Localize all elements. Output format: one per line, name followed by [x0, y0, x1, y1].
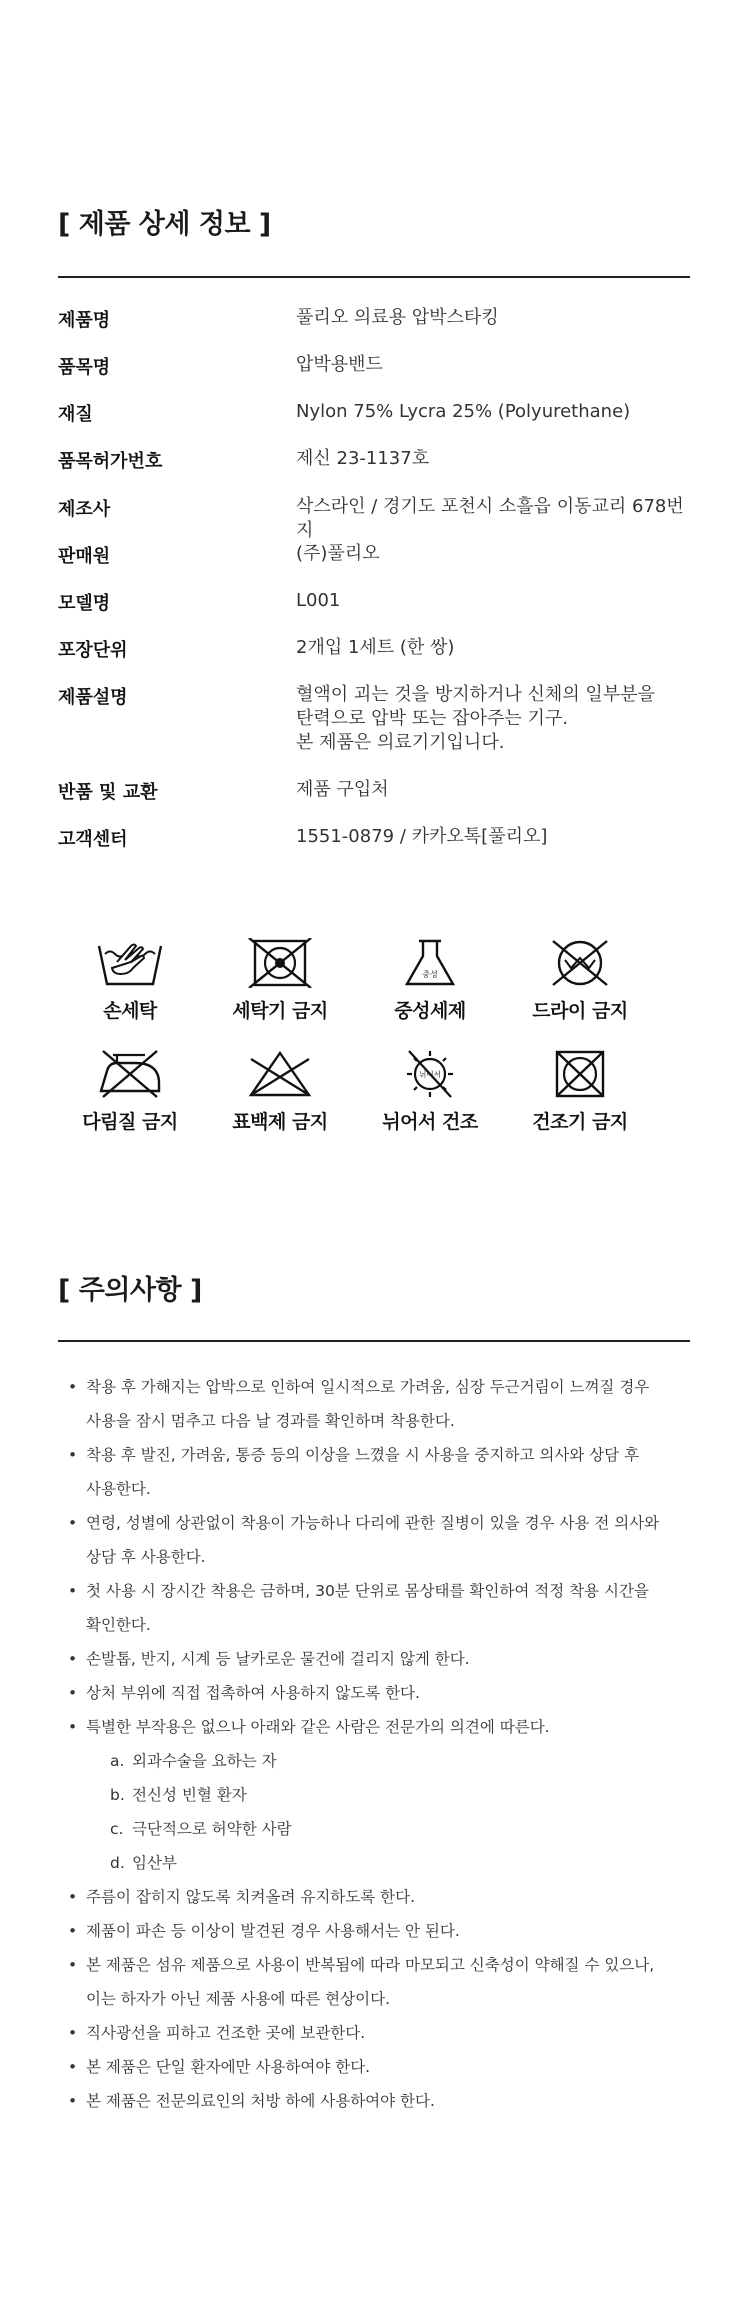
- care-item: [205, 1049, 355, 1134]
- caution-item: [66, 2050, 676, 2084]
- spec-value: [296, 683, 655, 755]
- caution-item: [66, 1370, 676, 1438]
- care-label-no-machine-wash: 세탁기 금지: [232, 1000, 328, 1022]
- lay-flat-dry-icon-text: 뉘어서: [419, 1070, 441, 1079]
- care-item: [355, 1049, 505, 1134]
- caution-line: • 본 제품은 전문의료인의 처방 하에 사용하여야 한다.: [86, 2092, 435, 2110]
- caution-item: [66, 1914, 676, 1948]
- details-divider: [58, 276, 690, 278]
- caution-subitem-marker: b.: [110, 1786, 125, 1804]
- spec-key: 품목허가번호: [58, 451, 163, 472]
- spec-key: 반품 및 교환: [58, 782, 158, 803]
- spec-value: L001: [296, 590, 341, 611]
- spec-value: 압박용밴드: [296, 354, 383, 375]
- caution-line: • 연령, 성별에 상관없이 착용이 가능하나 다리에 관한 질병이 있을 경우 사용 전 의사와: [86, 1514, 660, 1532]
- caution-line: • 본 제품은 섬유 제품으로 사용이 반복됨에 따라 마모되고 신축성이 약해질 수 있으나,: [86, 1956, 655, 1974]
- spec-key: 품목명: [58, 357, 111, 378]
- caution-subitem-text: 전신성 빈혈 환자: [132, 1786, 247, 1804]
- care-label-no-dry-clean: 드라이 금지: [532, 1000, 628, 1022]
- neutral-detergent-icon: [395, 938, 465, 988]
- caution-subitem-text: 극단적으로 허약한 사람: [132, 1820, 292, 1838]
- caution-line: • 착용 후 발진, 가려움, 통증 등의 이상을 느꼈을 시 사용을 중지하고 의사와 상담 후: [86, 1446, 640, 1464]
- caution-subitem-marker: d.: [110, 1854, 125, 1872]
- neutral-detergent-icon-text: 중성: [422, 970, 438, 979]
- care-label-lay-flat-dry: 뉘어서 건조: [382, 1111, 478, 1133]
- caution-line: 사용한다.: [86, 1480, 151, 1498]
- hand-wash-icon: [95, 938, 165, 988]
- spec-value-line: 혈액이 괴는 것을 방지하거나 신체의 일부분을: [296, 684, 655, 705]
- spec-value: 제신 23-1137호: [296, 448, 430, 469]
- caution-item: [66, 2016, 676, 2050]
- care-label-hand-wash: 손세탁: [103, 1000, 157, 1022]
- caution-item: [66, 1948, 676, 2016]
- care-label-neutral-detergent: 중성세제: [394, 1000, 466, 1022]
- caution-line: • 본 제품은 단일 환자에만 사용하여야 한다.: [86, 2058, 371, 2076]
- spec-value: 제품 구입처: [296, 779, 389, 800]
- caution-item: [66, 2084, 676, 2118]
- caution-line: • 특별한 부작용은 없으나 아래와 같은 사람은 전문가의 의견에 따른다.: [86, 1718, 550, 1736]
- caution-item: [66, 1676, 676, 1710]
- care-label-no-bleach: 표백제 금지: [232, 1111, 328, 1133]
- spec-value-line: 본 제품은 의료기기입니다.: [296, 732, 505, 753]
- spec-value: 풀리오 의료용 압박스타킹: [296, 307, 499, 328]
- caution-item: [66, 1574, 676, 1642]
- caution-subitem-text: 외과수술을 요하는 자: [132, 1752, 277, 1770]
- care-label-no-tumble-dry: 건조기 금지: [532, 1111, 628, 1133]
- spec-key: 제품설명: [58, 687, 128, 708]
- no-iron-icon: [95, 1049, 165, 1099]
- no-dry-clean-icon: [545, 938, 615, 988]
- spec-value: Nylon 75% Lycra 25% (Polyurethane): [296, 401, 631, 422]
- spec-key: 모델명: [58, 593, 111, 614]
- caution-subitem: [66, 1812, 676, 1846]
- caution-line: • 제품이 파손 등 이상이 발견된 경우 사용해서는 안 된다.: [86, 1922, 460, 1940]
- spec-key: 판매원: [58, 546, 111, 567]
- spec-value: (주)풀리오: [296, 543, 380, 564]
- caution-subitem: [66, 1778, 676, 1812]
- spec-key: 재질: [58, 404, 93, 425]
- caution-line: 이는 하자가 아닌 제품 사용에 따른 현상이다.: [86, 1990, 391, 2008]
- no-tumble-dry-icon: [545, 1049, 615, 1099]
- caution-subitem-marker: c.: [110, 1820, 124, 1838]
- caution-list: [66, 1370, 676, 2118]
- caution-line: • 상처 부위에 직접 접촉하여 사용하지 않도록 한다.: [86, 1684, 420, 1702]
- care-label-no-iron: 다림질 금지: [82, 1111, 178, 1133]
- spec-value: 1551-0879 / 카카오톡[풀리오]: [296, 826, 548, 847]
- caution-item: [66, 1642, 676, 1676]
- spec-value: 2개입 1세트 (한 쌍): [296, 637, 455, 658]
- spec-key: 제조사: [58, 499, 111, 520]
- caution-item: [66, 1710, 676, 1744]
- spec-value-line: 탄력으로 압박 또는 잡아주는 기구.: [296, 708, 569, 729]
- care-item: [55, 938, 205, 1023]
- caution-subitem: [66, 1744, 676, 1778]
- cautions-title: [ 주의사항 ]: [58, 1275, 202, 1306]
- no-bleach-icon: [245, 1049, 315, 1099]
- care-item: [505, 1049, 655, 1134]
- spec-key: 제품명: [58, 310, 111, 331]
- caution-line: • 직사광선을 피하고 건조한 곳에 보관한다.: [86, 2024, 366, 2042]
- details-title: [ 제품 상세 정보 ]: [58, 209, 271, 240]
- caution-line: • 착용 후 가해지는 압박으로 인하여 일시적으로 가려움, 심장 두근거림이 느껴질 경우: [86, 1378, 650, 1396]
- spec-key: 고객센터: [58, 829, 128, 850]
- caution-subitem-text: 임산부: [132, 1854, 177, 1872]
- lay-flat-dry-icon: [395, 1049, 465, 1099]
- caution-line: • 손발톱, 반지, 시계 등 날카로운 물건에 걸리지 않게 한다.: [86, 1650, 470, 1668]
- caution-item: [66, 1438, 676, 1506]
- no-machine-wash-icon: [245, 938, 315, 988]
- caution-line: 사용을 잠시 멈추고 다음 날 경과를 확인하며 착용한다.: [86, 1412, 455, 1430]
- caution-line: • 주름이 잡히지 않도록 치켜올려 유지하도록 한다.: [86, 1888, 416, 1906]
- caution-subitem-marker: a.: [110, 1752, 125, 1770]
- care-item: [205, 938, 355, 1023]
- care-item: [505, 938, 655, 1023]
- caution-line: 확인한다.: [86, 1616, 151, 1634]
- spec-value: 삭스라인 / 경기도 포천시 소흘읍 이동교리 678번지: [296, 496, 684, 541]
- care-item: [355, 938, 505, 1023]
- caution-subitem: [66, 1846, 676, 1880]
- caution-item: [66, 1880, 676, 1914]
- caution-line: • 첫 사용 시 장시간 착용은 금하며, 30분 단위로 몸상태를 확인하여 적정 착용 시간을: [86, 1582, 649, 1600]
- caution-line: 상담 후 사용한다.: [86, 1548, 206, 1566]
- caution-item: [66, 1506, 676, 1574]
- cautions-divider: [58, 1340, 690, 1342]
- spec-key: 포장단위: [58, 640, 128, 661]
- care-item: [55, 1049, 205, 1134]
